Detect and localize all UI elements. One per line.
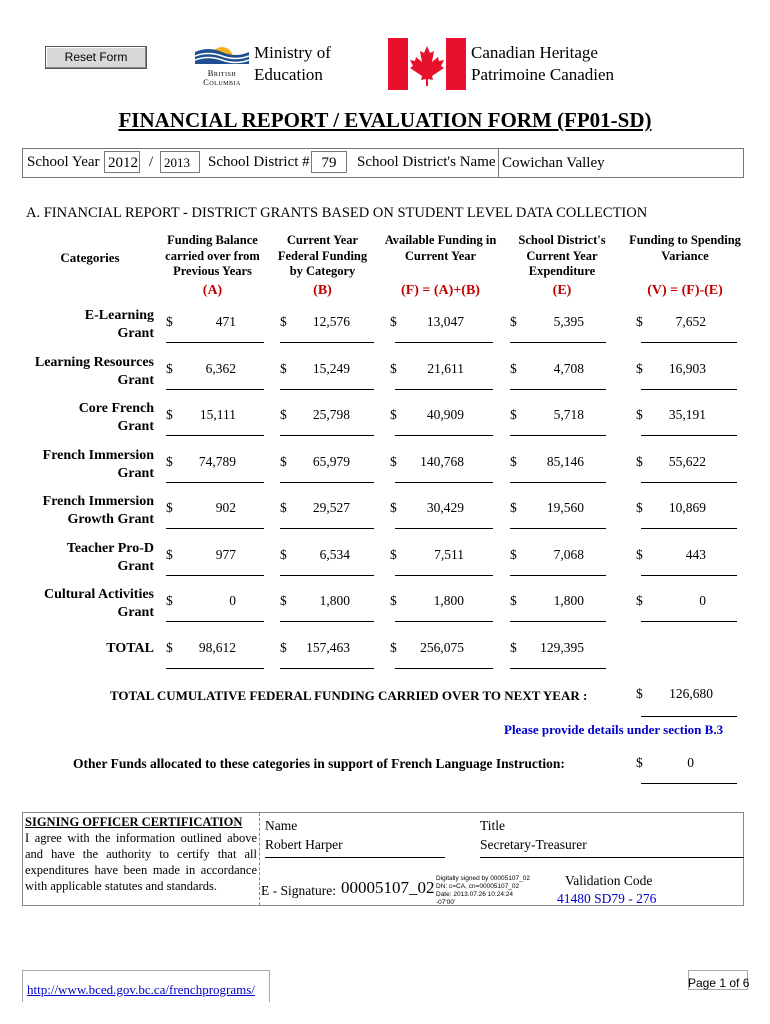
amount-underline: [166, 435, 264, 436]
digital-line2: DN: c=CA, cn=00005107_02: [436, 883, 520, 890]
column-e-line2: Current Year: [526, 248, 598, 263]
heritage-line2: Patrimoine Canadien: [471, 65, 615, 84]
school-year-end-field[interactable]: 2013: [160, 151, 200, 173]
amount-field-v[interactable]: 16,903: [668, 360, 706, 376]
column-e-line3: Expenditure: [528, 264, 596, 278]
ministry-line1: Ministry of: [254, 43, 331, 62]
total-underline: [280, 668, 374, 669]
currency-symbol: $: [510, 500, 517, 515]
reset-form-button[interactable]: Reset Form: [45, 46, 147, 69]
total-field-f[interactable]: 256,075: [420, 640, 464, 655]
esignature-label: E - Signature:: [261, 883, 336, 898]
heritage-title: [471, 42, 614, 86]
amount-field-a[interactable]: 977: [215, 546, 236, 562]
currency-symbol: $: [636, 500, 643, 515]
amount-underline: [510, 528, 606, 529]
school-district-label: School District #: [208, 154, 310, 170]
title-field[interactable]: Secretary-Treasurer: [480, 835, 744, 858]
bc-sun-icon: [195, 38, 249, 64]
amount-underline: [510, 482, 606, 483]
currency-symbol: $: [280, 546, 287, 562]
amount-underline: [166, 482, 264, 483]
amount-underline: [395, 575, 493, 576]
column-a-line2: carried over from: [165, 248, 260, 263]
currency-symbol: $: [510, 453, 517, 469]
french-programs-link[interactable]: http://www.bced.gov.bc.ca/frenchprograms/: [27, 982, 255, 997]
total-underline: [166, 668, 264, 669]
amount-underline: [166, 342, 264, 343]
amount-field-e[interactable]: 1,800: [553, 593, 584, 608]
name-field[interactable]: Robert Harper: [265, 835, 445, 858]
grant-category-line1: Teacher Pro-D: [66, 540, 154, 556]
school-district-name-label: School District's Name: [357, 154, 496, 170]
amount-underline: [641, 389, 737, 390]
amount-field-e[interactable]: 5,718: [553, 407, 584, 422]
total-field-b[interactable]: 157,463: [306, 640, 350, 655]
grant-category-label: [20, 400, 154, 436]
other-funds-label: Other Funds allocated to these categories in support of French Language Instruction:: [73, 756, 565, 771]
amount-field-a[interactable]: 15,111: [199, 407, 236, 422]
other-funds-currency: $: [636, 755, 643, 770]
amount-underline: [510, 342, 606, 343]
amount-underline: [280, 435, 374, 436]
column-b-line3: by Category: [289, 264, 356, 278]
grant-category-label: [20, 354, 154, 390]
school-district-name-field[interactable]: Cowichan Valley: [498, 148, 744, 178]
currency-symbol: $: [390, 314, 397, 329]
grant-category-line1: Cultural Activities: [43, 587, 154, 602]
grant-category-line1: E-Learning: [84, 308, 154, 323]
amount-underline: [395, 528, 493, 529]
validation-code-label: Validation Code: [565, 873, 653, 888]
currency-symbol: $: [636, 546, 643, 562]
amount-underline: [641, 342, 737, 343]
amount-field-v[interactable]: 443: [685, 546, 706, 562]
amount-field-a[interactable]: 6,362: [205, 360, 236, 376]
digital-signature-stamp: [436, 875, 531, 907]
grant-category-line2: Growth Grant: [67, 512, 154, 527]
details-note: Please provide details under section B.3: [504, 722, 724, 737]
amount-underline: [395, 482, 493, 483]
validation-code-value: 41480 SD79 - 276: [557, 891, 657, 906]
grant-category-line2: Grant: [117, 605, 154, 620]
amount-field-f[interactable]: 1,800: [433, 593, 464, 608]
column-f-letter: (F) = (A)+(B): [401, 283, 480, 298]
total-label: TOTAL: [106, 641, 154, 656]
amount-field-v[interactable]: 35,191: [668, 407, 706, 422]
currency-symbol: $: [510, 593, 517, 608]
other-funds-underline: [641, 783, 737, 784]
amount-field-f[interactable]: 7,511: [434, 546, 464, 562]
amount-underline: [280, 528, 374, 529]
currency-symbol: $: [166, 546, 173, 562]
amount-field-f[interactable]: 140,768: [420, 453, 464, 469]
canada-flag-icon: [388, 38, 466, 90]
amount-field-e[interactable]: 19,560: [546, 500, 584, 515]
currency-symbol: $: [390, 640, 397, 655]
currency-symbol: $: [280, 453, 287, 469]
column-e-header: [506, 233, 618, 280]
currency-symbol: $: [510, 407, 517, 422]
amount-underline: [280, 342, 374, 343]
amount-field-f[interactable]: 13,047: [426, 314, 464, 329]
currency-symbol: $: [390, 546, 397, 562]
currency-symbol: $: [510, 360, 517, 376]
currency-symbol: $: [636, 360, 643, 376]
grant-category-line1: Learning Resources: [34, 354, 154, 370]
heritage-line1: Canadian Heritage: [471, 43, 598, 62]
currency-symbol: $: [280, 360, 287, 376]
school-info-row: [22, 148, 744, 178]
amount-underline: [510, 389, 606, 390]
amount-underline: [280, 389, 374, 390]
column-e-line1: School District's: [518, 233, 606, 247]
column-v-header: [620, 233, 750, 264]
currency-symbol: $: [390, 407, 397, 422]
bc-logo-line2: Columbia: [203, 77, 241, 87]
currency-symbol: $: [280, 593, 287, 608]
column-a-line3: Previous Years: [173, 264, 252, 278]
column-b-line2: Federal Funding: [277, 248, 368, 263]
amount-field-b[interactable]: 29,527: [312, 500, 350, 515]
amount-field-b[interactable]: 15,249: [312, 360, 350, 376]
amount-underline: [395, 621, 493, 622]
currency-symbol: $: [636, 453, 643, 469]
total-field-e[interactable]: 129,395: [540, 640, 584, 655]
amount-underline: [166, 621, 264, 622]
currency-symbol: $: [166, 640, 173, 655]
carryover-label: TOTAL CUMULATIVE FEDERAL FUNDING CARRIED OVER TO NEXT YEAR :: [110, 688, 588, 703]
form-title: FINANCIAL REPORT / EVALUATION FORM (FP01-SD): [118, 108, 652, 132]
grant-category-line2: Grant: [117, 419, 154, 434]
certification-box: [22, 812, 744, 906]
esignature-field[interactable]: [341, 875, 531, 906]
amount-underline: [510, 435, 606, 436]
column-f-header: [378, 233, 503, 264]
amount-field-f[interactable]: 40,909: [426, 407, 464, 422]
amount-field-v[interactable]: 10,869: [668, 500, 706, 515]
amount-underline: [280, 482, 374, 483]
amount-field-a[interactable]: 471: [215, 314, 236, 329]
currency-symbol: $: [280, 640, 287, 655]
amount-underline: [395, 342, 493, 343]
column-v-line2: Variance: [661, 248, 709, 263]
amount-underline: [280, 575, 374, 576]
currency-symbol: $: [510, 546, 517, 562]
amount-field-a[interactable]: 0: [229, 593, 236, 608]
amount-field-b[interactable]: 1,800: [319, 593, 350, 608]
ministry-title: [254, 42, 331, 86]
amount-underline: [510, 621, 606, 622]
amount-field-b[interactable]: 65,979: [312, 453, 350, 469]
column-v-letter: (V) = (F)-(E): [647, 283, 723, 298]
amount-field-a[interactable]: 902: [215, 500, 236, 515]
carryover-value[interactable]: 126,680: [669, 686, 713, 701]
certification-text: I agree with the information outlined above and have the authority to certify that all expenditures have been made in accordance with applicable statutes and standards.: [25, 831, 257, 893]
grant-category-line1: Core French: [78, 401, 154, 416]
amount-underline: [166, 528, 264, 529]
currency-symbol: $: [390, 500, 397, 515]
total-underline: [395, 668, 493, 669]
currency-symbol: $: [390, 593, 397, 608]
column-a-line1: Funding Balance: [167, 233, 258, 247]
currency-symbol: $: [166, 500, 173, 515]
column-b-header: [270, 233, 375, 280]
amount-field-e[interactable]: 7,068: [553, 546, 584, 562]
bc-logo-line1: British: [207, 68, 237, 78]
amount-underline: [280, 621, 374, 622]
currency-symbol: $: [636, 407, 643, 422]
amount-underline: [166, 389, 264, 390]
amount-field-e[interactable]: 5,395: [553, 314, 584, 329]
certification-block: [25, 815, 257, 894]
currency-symbol: $: [166, 593, 173, 608]
currency-symbol: $: [166, 407, 173, 422]
amount-underline: [166, 575, 264, 576]
amount-field-v[interactable]: 7,652: [675, 314, 706, 329]
bc-logo: [195, 38, 249, 87]
grant-category-line2: Grant: [117, 372, 154, 388]
amount-field-f[interactable]: 21,611: [427, 360, 464, 376]
page-number: Page 1 of 6: [688, 976, 750, 990]
column-a-letter: (A): [202, 283, 223, 298]
currency-symbol: $: [280, 500, 287, 515]
amount-underline: [395, 435, 493, 436]
total-underline: [510, 668, 606, 669]
amount-underline: [641, 621, 737, 622]
school-year-label: School Year: [27, 154, 100, 170]
amount-field-e[interactable]: 4,708: [553, 360, 584, 376]
amount-field-b[interactable]: 25,798: [312, 407, 350, 422]
amount-field-v[interactable]: 0: [699, 593, 706, 608]
amount-field-b[interactable]: 12,576: [312, 314, 350, 329]
carryover-underline: [641, 716, 737, 717]
amount-underline: [641, 528, 737, 529]
column-f-line2: Current Year: [404, 248, 477, 263]
other-funds-value[interactable]: 0: [687, 755, 694, 770]
currency-symbol: $: [166, 360, 173, 376]
amount-field-a[interactable]: 74,789: [198, 453, 236, 469]
grant-category-label: [20, 493, 154, 529]
column-v-line1: Funding to Spending: [629, 233, 741, 247]
currency-symbol: $: [280, 407, 287, 422]
total-field-a[interactable]: 98,612: [198, 640, 236, 655]
column-e-letter: (E): [552, 283, 572, 298]
year-slash: /: [149, 154, 154, 170]
section-a-heading: A. FINANCIAL REPORT - DISTRICT GRANTS BASED ON STUDENT LEVEL DATA COLLECTION: [26, 205, 648, 221]
column-f-line1: Available Funding in: [384, 233, 497, 247]
grant-category-line1: French Immersion: [42, 494, 154, 509]
currency-symbol: $: [510, 640, 517, 655]
name-label: Name: [265, 818, 298, 833]
ministry-line2: Education: [254, 65, 323, 84]
amount-underline: [510, 575, 606, 576]
currency-symbol: $: [280, 314, 287, 329]
esignature-value: 00005107_02: [341, 878, 435, 897]
amount-field-v[interactable]: 55,622: [668, 453, 706, 469]
column-a-header: [155, 233, 270, 280]
grant-category-line1: French Immersion: [42, 447, 154, 463]
carryover-currency: $: [636, 686, 643, 701]
currency-symbol: $: [166, 314, 173, 329]
grant-category-line2: Grant: [117, 558, 154, 574]
grant-category-label: [20, 307, 154, 343]
school-district-number-field[interactable]: 79: [311, 151, 347, 173]
currency-symbol: $: [636, 593, 643, 608]
currency-symbol: $: [390, 360, 397, 376]
column-b-line1: Current Year: [286, 233, 359, 247]
currency-symbol: $: [166, 453, 173, 469]
certification-heading: SIGNING OFFICER CERTIFICATION: [25, 815, 243, 829]
school-year-start-field[interactable]: 2012: [104, 151, 140, 173]
amount-field-b[interactable]: 6,534: [319, 546, 350, 562]
currency-symbol: $: [636, 314, 643, 329]
currency-symbol: $: [510, 314, 517, 329]
digital-line3: Date: 2013.07.26 10:24:24 -07'00': [436, 891, 513, 906]
grant-category-label: [20, 447, 154, 483]
amount-underline: [641, 482, 737, 483]
grant-category-label: [20, 586, 154, 622]
grant-category-line2: Grant: [117, 326, 154, 341]
categories-header: Categories: [60, 250, 120, 265]
digital-line1: Digitally signed by 00005107_02: [436, 875, 530, 882]
amount-field-f[interactable]: 30,429: [426, 500, 464, 515]
title-label: Title: [480, 818, 506, 833]
grant-category-line2: Grant: [117, 465, 154, 481]
amount-underline: [641, 435, 737, 436]
currency-symbol: $: [390, 453, 397, 469]
column-b-letter: (B): [313, 283, 332, 298]
grant-category-label: [20, 540, 154, 576]
amount-underline: [641, 575, 737, 576]
amount-underline: [395, 389, 493, 390]
amount-field-e[interactable]: 85,146: [546, 453, 584, 469]
